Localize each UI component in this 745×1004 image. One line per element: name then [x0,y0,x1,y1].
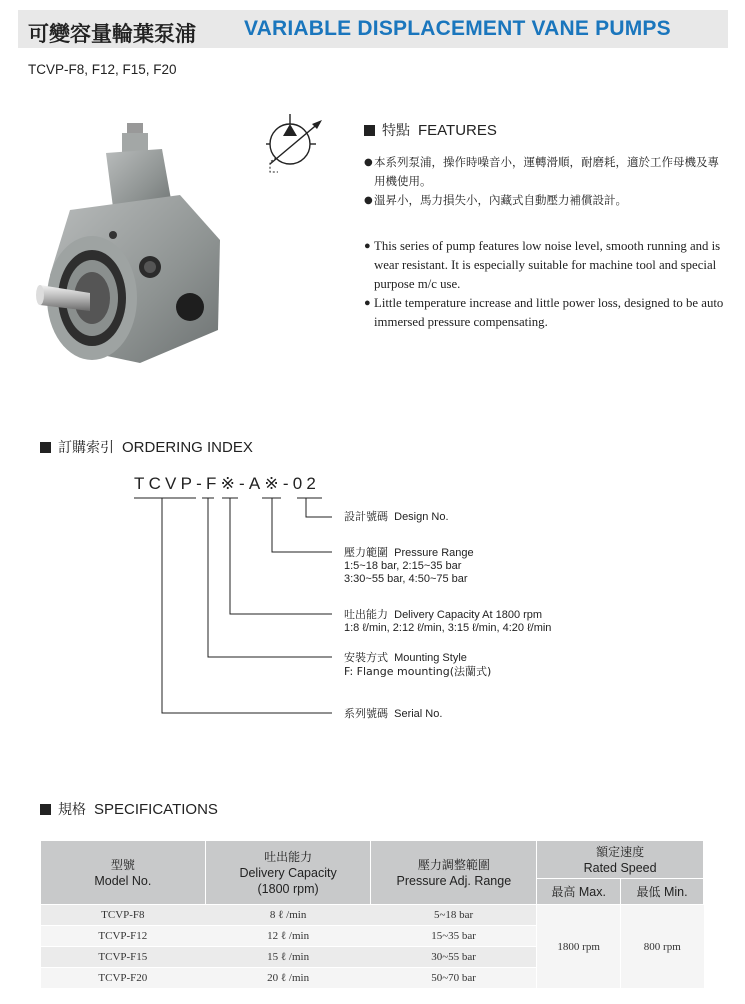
features-heading: 特點 FEATURES [364,120,497,140]
title-english: VARIABLE DISPLACEMENT VANE PUMPS [244,17,671,40]
ordering-label-delivery: 吐出能力 Delivery Capacity At 1800 rpm 1:8 ℓ/min, 2:12 ℓ/min, 3:15 ℓ/min, 4:20 ℓ/min [344,608,552,634]
list-item: ● This series of pump features low noise level, smooth running and is wear resistant. It is especially suitable for machine tool and special purpose m/c use. [364,237,729,294]
min-speed-cell: 800 rpm [621,905,704,989]
list-item: ● 本系列泵浦，操作時噪音小，運轉滑順，耐磨耗，適於工作母機及專用機使用。 [364,153,729,191]
title-chinese: 可變容量輪葉泵浦 [28,22,196,46]
ordering-heading: 訂購索引 ORDERING INDEX [40,437,253,457]
header-min: 最低 Min. [621,879,704,905]
ordering-code: TCVP-F※-A※-02 [134,474,321,493]
table-row: TCVP-F12 12 ℓ /min 15~35 bar [41,926,704,947]
list-item: ● 溫昇小，馬力損失小，內藏式自動壓力補償設計。 [364,191,729,210]
header-rated-speed: 額定速度 Rated Speed [537,841,704,879]
model-list: TCVP-F8, F12, F15, F20 [28,62,177,77]
header-model: 型號 Model No. [41,841,206,905]
header-delivery: 吐出能力 Delivery Capacity (1800 rpm) [205,841,371,905]
square-bullet-icon [40,804,51,815]
max-speed-cell: 1800 rpm [537,905,621,989]
bullet-icon: ● [364,297,371,309]
table-row: TCVP-F8 8 ℓ /min 5~18 bar 1800 rpm 800 rpm [41,905,704,926]
specifications-table [40,840,704,989]
ordering-label-serial: 系列號碼 Serial No. [344,707,443,720]
table-row: TCVP-F15 15 ℓ /min 30~55 bar [41,947,704,968]
bullet-icon: ● [364,240,371,252]
ordering-label-mounting: 安裝方式 Mounting Style F: Flange mounting(法蘭式) [344,651,492,678]
list-item: ● Little temperature increase and little power loss, designed to be auto immersed pressure compensating. [364,294,729,332]
header-max: 最高 Max. [537,879,621,905]
bullet-icon: ● [364,157,373,168]
ordering-label-design: 設計號碼 Design No. [344,510,449,523]
table-row: TCVP-F20 20 ℓ /min 50~70 bar [41,968,704,989]
specifications-heading: 規格 SPECIFICATIONS [40,799,218,819]
ordering-label-pressure: 壓力範圍 Pressure Range 1:5~18 bar, 2:15~35 bar 3:30~55 bar, 4:50~75 bar [344,546,474,585]
bullet-icon: ● [364,195,373,206]
header-pressure: 壓力調整範圍 Pressure Adj. Range [371,841,537,905]
